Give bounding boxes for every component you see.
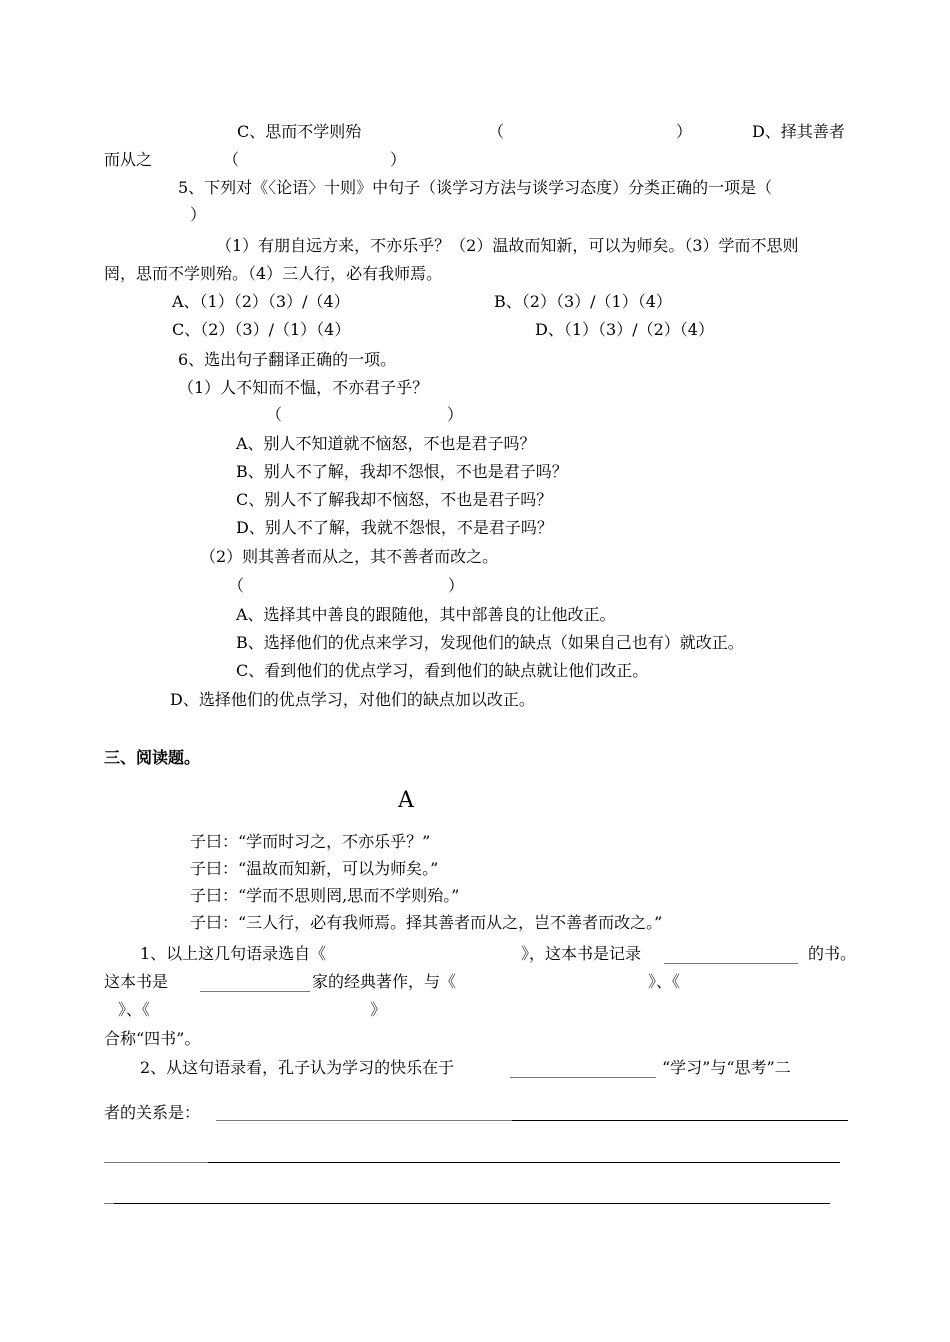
quote-3: 子曰：“学而不思则罔,思而不学则殆。” xyxy=(190,886,460,905)
q4-option-c: C、思而不学则殆 xyxy=(237,122,362,141)
q4-option-c-paren-close: ） xyxy=(676,122,693,141)
q5-items-line1: （1）有朋自远方来，不亦乐乎？（2）温故而知新，可以为师矣。（3）学而不思则 xyxy=(216,236,799,255)
q5-stem-close: ） xyxy=(190,205,207,224)
passage-title: A xyxy=(398,788,414,813)
quote-1: 子曰：“学而时习之，不亦乐乎？” xyxy=(190,832,431,851)
rq2-blank-joy[interactable] xyxy=(510,1077,656,1078)
rq2-answer-line-3b[interactable] xyxy=(114,1203,830,1204)
rq1-blank-records[interactable] xyxy=(664,963,798,964)
q4-option-d-paren-close: ） xyxy=(390,150,407,169)
q6-s1-paren-close: ） xyxy=(447,405,464,424)
q6-s1-option-a: A、别人不知道就不恼怒，不也是君子吗？ xyxy=(236,434,536,453)
rq1-part1: 1、以上这几句语录选自《 xyxy=(140,944,327,963)
q6-s1-option-d: D、别人不了解，我就不怨恨，不是君子吗？ xyxy=(236,518,553,537)
q6-stem: 6、选出句子翻译正确的一项。 xyxy=(178,350,397,369)
rq1-line3-a: 》、《 xyxy=(118,1000,151,1019)
q5-option-c: C、（2）（3）/（1）（4） xyxy=(172,320,351,339)
rq2-answer-line-1b[interactable] xyxy=(512,1120,848,1121)
q6-s1-option-b: B、别人不了解，我却不怨恨，不也是君子吗？ xyxy=(236,462,568,481)
section-heading: 三、阅读题。 xyxy=(104,748,201,767)
rq1-line3-b: 》 xyxy=(370,1000,387,1019)
rq2-part1: 2、从这句语录看，孔子认为学习的快乐在于 xyxy=(140,1058,455,1077)
q6-s2-option-c: C、看到他们的优点学习，看到他们的缺点就让他们改正。 xyxy=(236,661,649,680)
q5-option-b: B、（2）（3）/（1）（4） xyxy=(494,292,672,311)
q6-s1-paren-open: （ xyxy=(266,405,283,424)
q4-option-d: D、择其善者 xyxy=(752,122,845,141)
q5-option-d: D、（1）（3）/（2）（4） xyxy=(535,320,714,339)
q6-sentence-2: （2）则其善者而从之，其不善者而改之。 xyxy=(200,547,499,566)
q5-option-a: A、（1）（2）（3）/（4） xyxy=(172,292,350,311)
q6-s2-paren-close: ） xyxy=(448,576,465,595)
rq2-answer-line-2b[interactable] xyxy=(208,1162,840,1163)
quote-4: 子曰：“三人行，必有我师焉。择其善者而从之，岂不善者而改之。” xyxy=(190,913,663,932)
q6-s1-option-c: C、别人不了解我却不恼怒，不也是君子吗？ xyxy=(236,490,553,509)
quote-2: 子曰：“温故而知新，可以为师矣。” xyxy=(190,859,439,878)
rq2-answer-line-2a[interactable] xyxy=(104,1162,208,1163)
rq2-answer-line-3a[interactable] xyxy=(104,1203,114,1204)
q6-s2-option-d: D、选择他们的优点学习，对他们的缺点加以改正。 xyxy=(170,690,535,709)
rq2-part2: “学习”与“思考”二 xyxy=(662,1058,791,1077)
q6-sentence-1: （1）人不知而不愠，不亦君子乎？ xyxy=(178,378,429,397)
q6-s2-option-a: A、选择其中善良的跟随他，其中部善良的让他改正。 xyxy=(236,605,616,624)
rq1-line2-b: 家的经典著作，与《 xyxy=(312,972,457,991)
q6-s2-option-b: B、选择他们的优点来学习，发现他们的缺点（如果自己也有）就改正。 xyxy=(236,633,744,652)
q5-stem: 5、下列对《〈论语〉十则》中句子（谈学习方法与谈学习态度）分类正确的一项是（ xyxy=(178,178,773,197)
q5-items-line2: 罔，思而不学则殆。（4）三人行，必有我师焉。 xyxy=(104,264,443,283)
rq2-line2: 者的关系是： xyxy=(104,1103,201,1122)
rq1-part2: 》，这本书是记录 xyxy=(521,944,642,963)
rq1-line4: 合称“四书”。 xyxy=(104,1029,201,1048)
rq1-part3: 的书。 xyxy=(808,944,857,963)
q4-option-d-paren-open: （ xyxy=(223,150,240,169)
rq2-answer-line-1a[interactable] xyxy=(216,1120,512,1121)
rq1-blank-school[interactable] xyxy=(200,991,310,992)
q4-option-c-paren-open: （ xyxy=(488,122,505,141)
rq1-line2-c: 》、《 xyxy=(648,972,681,991)
q6-s2-paren-open: （ xyxy=(228,576,245,595)
rq1-line2-a: 这本书是 xyxy=(104,972,169,991)
q4-option-d-cont: 而从之 xyxy=(104,150,153,169)
